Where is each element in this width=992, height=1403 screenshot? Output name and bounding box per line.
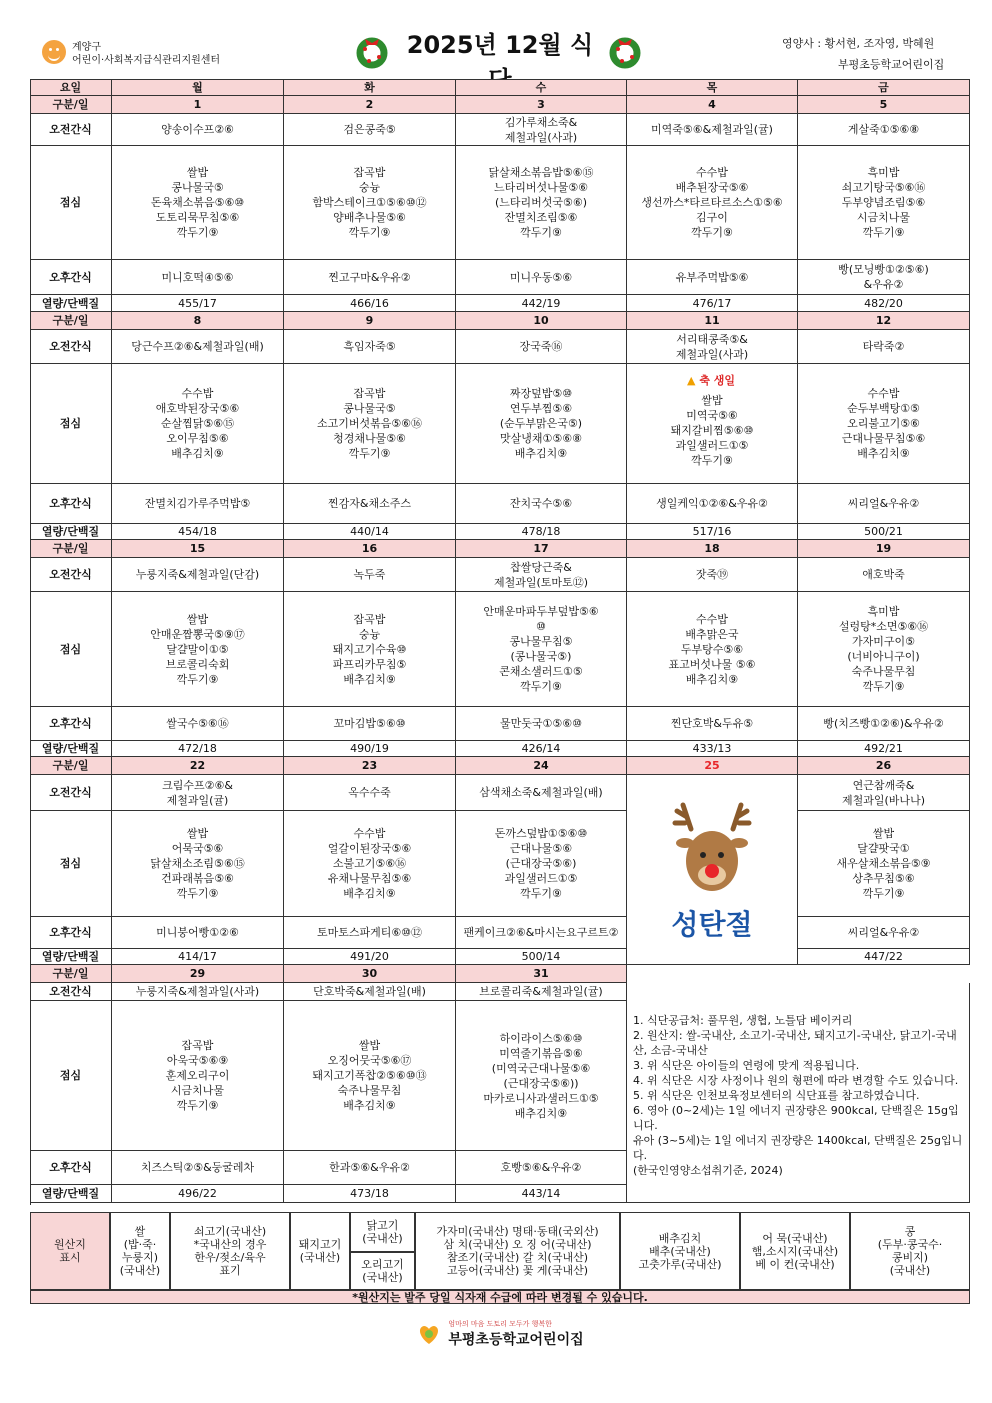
date-cell: 18 [627, 540, 798, 558]
menu-am: 김가루채소죽& 제철과일(사과) [456, 114, 627, 146]
gubun-label: 구분/일 [30, 540, 112, 558]
menu-am: 단호박죽&제철과일(배) [284, 983, 456, 1001]
holiday-cell [627, 775, 798, 965]
menu-kcal: 476/17 [627, 295, 798, 312]
menu-lunch: 쌀밥 오징어뭇국⑤⑥⑰ 돼지고기폭찹②⑤⑥⑩⑬ 숙주나물무침 배추김치⑨ [284, 1001, 456, 1151]
menu-kcal: 426/14 [456, 741, 627, 757]
date-cell: 26 [798, 757, 970, 775]
christmas-wreath-icon [608, 35, 642, 69]
menu-kcal: 455/17 [112, 295, 284, 312]
origin-pork: 돼지고기 (국내산) [290, 1212, 350, 1290]
menu-am: 서리태콩죽⑤& 제철과일(사과) [627, 330, 798, 364]
menu-lunch: 돈까스덮밥①⑤⑥⑩ 근대나물⑤⑥ (근대장국⑤⑥) 과일샐러드①⑤ 깍두기⑨ [456, 811, 627, 917]
date-cell: 25 [627, 757, 798, 775]
row-label-lunch: 점심 [30, 1001, 112, 1151]
row-label-kcal: 열량/단백질 [30, 1185, 112, 1203]
date-cell: 11 [627, 312, 798, 330]
menu-pm: 팬케이크②⑥&마시는요구르트② [456, 917, 627, 949]
date-cell: 24 [456, 757, 627, 775]
gubun-label: 구분/일 [30, 965, 112, 983]
menu-kcal: 500/21 [798, 524, 970, 540]
menu-kcal: 442/19 [456, 295, 627, 312]
menu-am: 애호박죽 [798, 558, 970, 592]
origin-duck: 오리고기 (국내산) [350, 1252, 415, 1290]
row-label-am: 오전간식 [30, 330, 112, 364]
menu-pm: 씨리얼&우유② [798, 917, 970, 949]
row-label-lunch: 점심 [30, 364, 112, 484]
menu-lunch: 잡곡밥 숭늉 함박스테이크①⑤⑥⑩⑫ 양배추나물⑤⑥ 깍두기⑨ [284, 146, 456, 260]
menu-am: 당근수프②⑥&제철과일(배) [112, 330, 284, 364]
menu-kcal: 491/20 [284, 949, 456, 965]
menu-am: 녹두죽 [284, 558, 456, 592]
menu-kcal: 466/16 [284, 295, 456, 312]
day-header: 금 [798, 79, 970, 96]
date-cell: 31 [456, 965, 627, 983]
menu-kcal: 414/17 [112, 949, 284, 965]
menu-am: 삼색채소죽&제철과일(배) [456, 775, 627, 811]
menu-am: 옥수수죽 [284, 775, 456, 811]
menu-lunch: 수수밥 배추된장국⑤⑥ 생선까스*타르타르소스①⑤⑥ 김구이 깍두기⑨ [627, 146, 798, 260]
gubun-label: 구분/일 [30, 96, 112, 114]
menu-am: 미역죽⑤⑥&제철과일(귤) [627, 114, 798, 146]
row-label-pm: 오후간식 [30, 707, 112, 741]
birthday-badge: ▲ 축 생일 [687, 374, 736, 387]
date-cell: 22 [112, 757, 284, 775]
menu-am: 양송이수프②⑥ [112, 114, 284, 146]
menu-pm: 잔멸치김가루주먹밥⑤ [112, 484, 284, 524]
menu-table [30, 79, 970, 1205]
menu-lunch: 잡곡밥 콩나물국⑤ 소고기버섯볶음⑤⑥⑯ 청경채나물⑤⑥ 깍두기⑨ [284, 364, 456, 484]
menu-pm: 치즈스틱②⑤&둥굴레차 [112, 1151, 284, 1185]
row-label-am: 오전간식 [30, 983, 112, 1001]
date-cell: 3 [456, 96, 627, 114]
center-logo [40, 38, 240, 70]
menu-lunch: 안매운마파두부덮밥⑤⑥ ⑩ 콩나물무침⑤ (콩나물국⑤) 콘채소샐러드①⑤ 깍두기⑨ [456, 592, 627, 707]
menu-kcal: 433/13 [627, 741, 798, 757]
row-label-lunch: 점심 [30, 811, 112, 917]
menu-pm: 미니우동⑤⑥ [456, 260, 627, 295]
menu-lunch: 수수밥 애호박된장국⑤⑥ 순살찜닭⑤⑥⑮ 오이무침⑤⑥ 배추김치⑨ [112, 364, 284, 484]
menu-pm: 한과⑤⑥&우유② [284, 1151, 456, 1185]
menu-kcal: 490/19 [284, 741, 456, 757]
menu-pm: 찐단호박&두유⑤ [627, 707, 798, 741]
christmas-wreath-icon [355, 35, 389, 69]
party-hat-icon: ▲ [687, 374, 696, 387]
date-cell: 10 [456, 312, 627, 330]
menu-lunch: 수수밥 얼갈이된장국⑤⑥ 소불고기⑤⑥⑯ 유채나물무침⑤⑥ 배추김치⑨ [284, 811, 456, 917]
menu-kcal: 517/16 [627, 524, 798, 540]
origin-bean: 콩 (두부·콩국수· 콩비지) (국내산) [850, 1212, 970, 1290]
holiday-label: 성탄절 [671, 907, 753, 941]
date-cell: 17 [456, 540, 627, 558]
row-label-lunch: 점심 [30, 146, 112, 260]
day-header: 목 [627, 79, 798, 96]
origin-fish: 가자미(국내산) 명태·동태(국외산) 삼 치(국내산) 오 징 어(국내산) 참조기(국내산) 갈 치(국내산) 고등어(국내산) 꽃 게(국내산) [415, 1212, 620, 1290]
origin-table [30, 1212, 970, 1302]
menu-pm: 생일케익①②⑥&우유② [627, 484, 798, 524]
menu-pm: 찐고구마&우유② [284, 260, 456, 295]
menu-pm: 찐감자&채소주스 [284, 484, 456, 524]
menu-kcal: 440/14 [284, 524, 456, 540]
day-header: 수 [456, 79, 627, 96]
day-header: 월 [112, 79, 284, 96]
menu-kcal: 482/20 [798, 295, 970, 312]
menu-lunch: 잡곡밥 아욱국⑤⑥⑨ 훈제오리구이 시금치나물 깍두기⑨ [112, 1001, 284, 1151]
menu-am: 누룽지죽&제철과일(사과) [112, 983, 284, 1001]
menu-am: 크림수프②⑥& 제철과일(귤) [112, 775, 284, 811]
date-cell: 2 [284, 96, 456, 114]
menu-pm: 미니붕어빵①②⑥ [112, 917, 284, 949]
menu-am: 잣죽⑲ [627, 558, 798, 592]
menu-pm: 유부주먹밥⑤⑥ [627, 260, 798, 295]
day-header-label: 요일 [30, 79, 112, 96]
date-cell: 16 [284, 540, 456, 558]
org-line1: 계양구 [72, 42, 101, 53]
notes-panel: 1. 식단공급처: 풀무원, 생협, 노틀담 베이커리 2. 원산지: 쌀-국내산, 소고기-국내산, 돼지고기-국내산, 닭고기-국내산, 소금-국내산 3. 위 식단은 아이들의 연령에 맞게 적용됩니다. 4. 위 식단은 시장 사정이나 원의 형편에 따라 변경할 수도 있습니다. 5. 위 식단은 인천보육정보센터의 식단표를 참고하였습니다. 6. 영아 (0~2세)는 1일 에너지 권장량은 900kcal, 단백질은 15g입니다. 유아 (3~5세)는 1일 에너지 권장량은 1400kcal, 단백질은 25g입니다. (한국인영양소섭취기준, 2024) [627, 983, 970, 1203]
day-header: 화 [284, 79, 456, 96]
date-cell: 12 [798, 312, 970, 330]
menu-lunch: 쌀밥 콩나물국⑤ 돈육채소볶음⑤⑥⑩ 도토리묵무침⑤⑥ 깍두기⑨ [112, 146, 284, 260]
menu-kcal: 454/18 [112, 524, 284, 540]
menu-am: 타락죽② [798, 330, 970, 364]
menu-lunch: 쌀밥 미역국⑤⑥ 돼지갈비찜⑤⑥⑩ 과일샐러드①⑤ 깍두기⑨ [627, 364, 798, 484]
origin-processed: 어 묵(국내산) 햄,소시지(국내산) 베 이 컨(국내산) [740, 1212, 850, 1290]
smile-logo-icon [42, 40, 66, 64]
menu-pm: 쌀국수⑤⑥⑯ [112, 707, 284, 741]
reindeer-icon [669, 799, 755, 899]
origin-beef: 쇠고기(국내산) *국내산의 경우 한우/젖소/육우 표기 [170, 1212, 290, 1290]
footer [30, 1320, 970, 1348]
menu-am: 찹쌀당근죽& 제철과일(토마토⑫) [456, 558, 627, 592]
menu-pm: 빵(모닝빵①②⑤⑥) &우유② [798, 260, 970, 295]
center-name: 부평초등학교어린이집 [838, 58, 945, 71]
row-label-lunch: 점심 [30, 592, 112, 707]
date-cell: 4 [627, 96, 798, 114]
menu-lunch: 하이라이스⑤⑥⑩ 미역줄기볶음⑤⑥ (미역국근대나물⑤⑥ (근대장국⑤⑥)) 마카로니사과샐러드①⑤ 배추김치⑨ [456, 1001, 627, 1151]
menu-lunch: 흑미밥 설렁탕*소면⑤⑥⑯ 가자미구이⑤ (너비아니구이) 숙주나물무침 깍두기⑨ [798, 592, 970, 707]
heart-logo-icon [416, 1322, 442, 1346]
menu-lunch: 수수밥 배추맑은국 두부탕수⑤⑥ 표고버섯나물 ⑤⑥ 배추김치⑨ [627, 592, 798, 707]
origin-label: 원산지 표시 [30, 1212, 110, 1290]
menu-pm: 호빵⑤⑥&우유② [456, 1151, 627, 1185]
menu-pm: 꼬마김밥⑤⑥⑩ [284, 707, 456, 741]
menu-lunch: 쌀밥 달걀팟국① 새우살채소볶음⑤⑨ 상추무침⑤⑥ 깍두기⑨ [798, 811, 970, 917]
row-label-am: 오전간식 [30, 775, 112, 811]
menu-lunch: 짜장덮밥⑤⑩ 연두부찜⑤⑥ (순두부맑은국⑤) 맛살냉채①⑤⑥⑧ 배추김치⑨ [456, 364, 627, 484]
row-label-am: 오전간식 [30, 114, 112, 146]
date-cell: 9 [284, 312, 456, 330]
menu-kcal: 472/18 [112, 741, 284, 757]
menu-pm: 잔치국수⑤⑥ [456, 484, 627, 524]
row-label-kcal: 열량/단백질 [30, 741, 112, 757]
menu-am: 흑임자죽⑤ [284, 330, 456, 364]
menu-lunch: 흑미밥 쇠고기탕국⑤⑥⑯ 두부양념조림⑤⑥ 시금치나물 깍두기⑨ [798, 146, 970, 260]
menu-kcal: 447/22 [798, 949, 970, 965]
date-cell: 5 [798, 96, 970, 114]
menu-lunch: 수수밥 순두부백탕①⑤ 오리불고기⑤⑥ 근대나물무침⑤⑥ 배추김치⑨ [798, 364, 970, 484]
menu-am: 연근참깨죽& 제철과일(바나나) [798, 775, 970, 811]
origin-rice: 쌀 (밥·죽· 누룽지) (국내산) [110, 1212, 170, 1290]
menu-am: 브로콜리죽&제철과일(귤) [456, 983, 627, 1001]
menu-lunch: 닭살채소볶음밥⑤⑥⑮ 느타리버섯나물⑤⑥ (느타리버섯국⑤⑥) 잔멸치조림⑤⑥ 깍두기⑨ [456, 146, 627, 260]
date-cell: 19 [798, 540, 970, 558]
org-line2: 어린이·사회복지급식관리지원센터 [72, 55, 221, 66]
row-label-kcal: 열량/단백질 [30, 295, 112, 312]
menu-am: 게살죽①⑤⑥⑧ [798, 114, 970, 146]
gubun-label: 구분/일 [30, 312, 112, 330]
date-cell: 15 [112, 540, 284, 558]
menu-kcal: 496/22 [112, 1185, 284, 1203]
row-label-pm: 오후간식 [30, 1151, 112, 1185]
row-label-am: 오전간식 [30, 558, 112, 592]
row-label-pm: 오후간식 [30, 260, 112, 295]
gubun-label: 구분/일 [30, 757, 112, 775]
row-label-kcal: 열량/단백질 [30, 524, 112, 540]
menu-kcal: 500/14 [456, 949, 627, 965]
menu-am: 누룽지죽&제철과일(단감) [112, 558, 284, 592]
date-cell: 29 [112, 965, 284, 983]
date-cell: 30 [284, 965, 456, 983]
footer-tagline: 엄마의 마음 도토리 모두가 행복한 [448, 1320, 552, 1328]
menu-kcal: 473/18 [284, 1185, 456, 1203]
menu-pm: 토마토스파게티⑥⑩⑫ [284, 917, 456, 949]
menu-pm: 씨리얼&우유② [798, 484, 970, 524]
menu-am: 검은콩죽⑤ [284, 114, 456, 146]
row-label-pm: 오후간식 [30, 917, 112, 949]
origin-kimchi: 배추김치 배추(국내산) 고춧가루(국내산) [620, 1212, 740, 1290]
menu-lunch: 잡곡밥 숭늉 돼지고기수육⑩ 파프리카무침⑤ 배추김치⑨ [284, 592, 456, 707]
footer-name: 부평초등학교어린이집 [448, 1332, 584, 1348]
origin-chicken: 닭고기 (국내산) [350, 1212, 415, 1252]
date-cell: 8 [112, 312, 284, 330]
menu-kcal: 478/18 [456, 524, 627, 540]
menu-pm: 미니호떡④⑤⑥ [112, 260, 284, 295]
menu-kcal: 443/14 [456, 1185, 627, 1203]
menu-lunch: 쌀밥 어묵국⑤⑥ 닭살채소조림⑤⑥⑮ 건파래볶음⑤⑥ 깍두기⑨ [112, 811, 284, 917]
dietitian-names: 영양사 : 황서현, 조자영, 박혜원 [782, 37, 935, 50]
menu-lunch: 쌀밥 안매운짬뽕국⑤⑨⑰ 달걀말이①⑤ 브로콜리숙회 깍두기⑨ [112, 592, 284, 707]
date-cell: 23 [284, 757, 456, 775]
row-label-kcal: 열량/단백질 [30, 949, 112, 965]
menu-pm: 빵(치즈빵①②⑥)&우유② [798, 707, 970, 741]
menu-am: 장국죽⑯ [456, 330, 627, 364]
page-title: 2025년 12월 식 [406, 31, 594, 59]
row-label-pm: 오후간식 [30, 484, 112, 524]
menu-kcal: 492/21 [798, 741, 970, 757]
menu-pm: 물만둣국①⑤⑥⑩ [456, 707, 627, 741]
date-cell: 1 [112, 96, 284, 114]
origin-footnote: *원산지는 발주 당일 식자재 수급에 따라 변경될 수 있습니다. [30, 1290, 970, 1304]
